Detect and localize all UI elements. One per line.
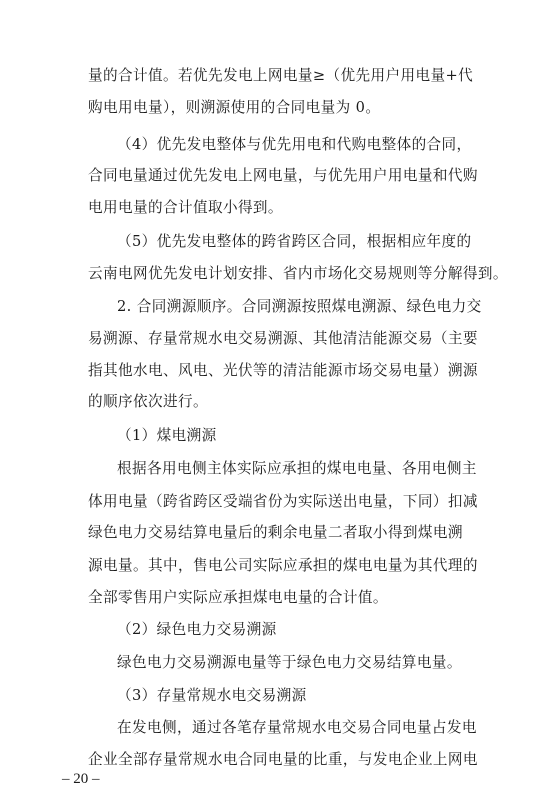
- text-line: 的顺序依次进行。: [88, 393, 208, 410]
- text-line: 购电用电量），则溯源使用的合同电量为 0。: [88, 99, 381, 116]
- text-line: 量的合计值。若优先发电上网电量≥（优先用户用电量+代: [88, 67, 474, 84]
- text-line: 合同电量通过优先发电上网电量，与优先用户用电量和代购: [88, 167, 478, 184]
- text-line: 在发电侧，通过各笔存量常规水电交易合同电量占发电: [117, 719, 477, 736]
- page-number: – 20 –: [62, 771, 100, 787]
- text-line: （4）优先发电整体与优先用电和代购电整体的合同，: [117, 136, 472, 153]
- section-heading: （2）绿色电力交易溯源: [117, 621, 277, 638]
- section-heading: （3）存量常规水电交易溯源: [117, 687, 307, 704]
- text-line: 易溯源、存量常规水电交易溯源、其他清洁能源交易（主要: [88, 330, 478, 347]
- text-line: 源电量。其中，售电公司实际应承担的煤电电量为其代理的: [88, 557, 478, 574]
- text-line: 指其他水电、风电、光伏等的清洁能源市场交易电量）溯源: [88, 362, 478, 379]
- text-line: 云南电网优先发电计划安排、省内市场化交易规则等分解得到。: [88, 265, 508, 282]
- section-heading: （1）煤电溯源: [117, 427, 217, 444]
- text-line: 根据各用电侧主体实际应承担的煤电电量、各用电侧主: [117, 460, 477, 477]
- text-line: （5）优先发电整体的跨省跨区合同，根据相应年度的: [117, 233, 472, 250]
- text-line: 企业全部存量常规水电合同电量的比重，与发电企业上网电: [88, 751, 478, 768]
- text-line: 全部零售用户实际应承担煤电电量的合计值。: [88, 589, 388, 606]
- text-line: 2. 合同溯源顺序。合同溯源按照煤电溯源、绿色电力交: [117, 298, 482, 315]
- text-line: 绿色电力交易结算电量后的剩余电量二者取小得到煤电溯: [88, 524, 463, 541]
- text-line: 体用电量（跨省跨区受端省份为实际送出电量，下同）扣减: [88, 493, 478, 510]
- text-line: 电用电量的合计值取小得到。: [88, 199, 283, 216]
- text-line: 绿色电力交易溯源电量等于绿色电力交易结算电量。: [117, 654, 462, 671]
